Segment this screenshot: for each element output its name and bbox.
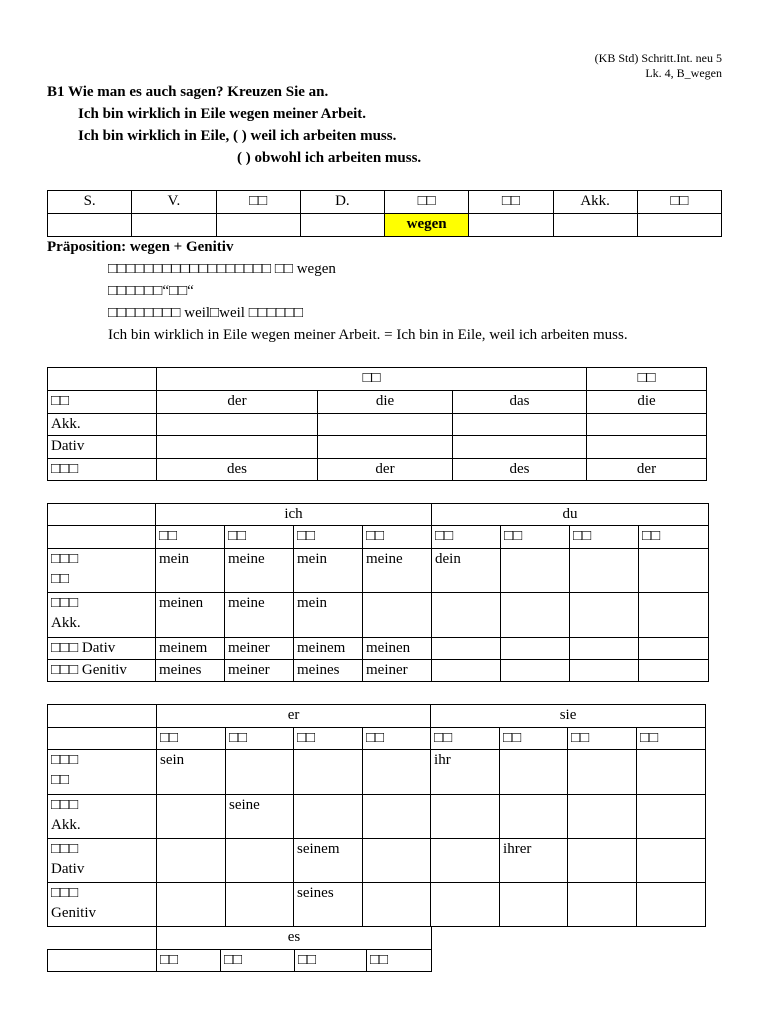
header-cell: Akk. bbox=[553, 191, 637, 214]
value-cell bbox=[48, 214, 132, 237]
sentence-structure-table bbox=[47, 190, 722, 237]
sentence-3: ( ) obwohl ich arbeiten muss. bbox=[237, 150, 422, 166]
form-cell bbox=[432, 593, 501, 638]
case-label-line-2: □□ bbox=[51, 772, 70, 788]
pronoun-header-ich: ich bbox=[156, 504, 432, 526]
form-cell bbox=[639, 593, 709, 638]
form-cell: meiner bbox=[225, 638, 294, 660]
header-cell: □□ bbox=[637, 191, 721, 214]
form-cell: meiner bbox=[225, 660, 294, 682]
form-cell: meinen bbox=[363, 638, 432, 660]
case-row bbox=[48, 660, 709, 682]
article-cell bbox=[157, 436, 318, 459]
article-cell bbox=[453, 436, 587, 459]
gender-header: □□ bbox=[431, 728, 500, 750]
article-row bbox=[48, 391, 707, 414]
row-label: Akk. bbox=[48, 414, 157, 436]
gender-header: □□ bbox=[294, 526, 363, 549]
gender-header: □□ bbox=[295, 950, 367, 972]
pronoun-header-er: er bbox=[157, 705, 431, 728]
empty-cell bbox=[48, 526, 156, 549]
value-cell bbox=[216, 214, 300, 237]
form-cell bbox=[226, 883, 294, 927]
gender-header: □□ bbox=[568, 728, 637, 750]
form-cell bbox=[570, 549, 639, 593]
case-row bbox=[48, 883, 706, 927]
row-label: Dativ bbox=[48, 436, 157, 459]
article-cell: der bbox=[318, 459, 453, 481]
pronoun-row bbox=[48, 705, 706, 728]
form-cell: mein bbox=[294, 549, 363, 593]
article-cell: die bbox=[318, 391, 453, 414]
gender-row bbox=[48, 950, 432, 972]
article-group-header: □□ bbox=[587, 368, 707, 391]
form-cell: sein bbox=[157, 750, 226, 795]
case-label: □□□ Dativ bbox=[48, 638, 156, 660]
article-cell: die bbox=[587, 391, 707, 414]
article-cell bbox=[157, 414, 318, 436]
article-cell: der bbox=[587, 459, 707, 481]
form-cell bbox=[500, 883, 568, 927]
gender-header: □□ bbox=[501, 526, 570, 549]
empty-cell bbox=[48, 950, 157, 972]
case-label-line-2: Genitiv bbox=[51, 905, 96, 921]
form-cell: meines bbox=[294, 660, 363, 682]
empty-cell bbox=[48, 504, 156, 526]
empty-cell bbox=[48, 728, 157, 750]
form-cell bbox=[568, 883, 637, 927]
form-cell bbox=[639, 660, 709, 682]
preposition-note-1: □□□□□□□□□□□□□□□□□□ □□ wegen bbox=[108, 261, 336, 277]
row-label: □□□ bbox=[48, 459, 157, 481]
form-cell bbox=[226, 839, 294, 883]
value-cell bbox=[469, 214, 553, 237]
case-label-line-1: □□□ bbox=[51, 797, 79, 813]
form-cell bbox=[568, 750, 637, 795]
form-cell bbox=[294, 795, 363, 839]
preposition-title: Präposition: wegen + Genitiv bbox=[47, 239, 234, 255]
form-cell bbox=[501, 660, 570, 682]
case-row bbox=[48, 593, 709, 638]
case-label-line-2: □□ bbox=[51, 571, 70, 587]
form-cell bbox=[637, 839, 706, 883]
case-label bbox=[48, 883, 157, 927]
form-cell: seine bbox=[226, 795, 294, 839]
form-cell: meines bbox=[156, 660, 225, 682]
value-cell bbox=[637, 214, 721, 237]
article-cell: das bbox=[453, 391, 587, 414]
empty-cell bbox=[48, 368, 157, 391]
preposition-example: Ich bin wirklich in Eile wegen meiner Arbeit. = Ich bin in Eile, weil ich arbeiten muss. bbox=[108, 327, 628, 343]
form-cell bbox=[294, 750, 363, 795]
case-label bbox=[48, 795, 157, 839]
form-cell bbox=[431, 883, 500, 927]
header-cell: S. bbox=[48, 191, 132, 214]
article-cell: der bbox=[157, 391, 318, 414]
gender-header: □□ bbox=[432, 526, 501, 549]
form-cell bbox=[432, 638, 501, 660]
form-cell bbox=[501, 593, 570, 638]
form-cell bbox=[363, 593, 432, 638]
gender-header: □□ bbox=[363, 526, 432, 549]
case-label-line-1: □□□ bbox=[51, 885, 79, 901]
form-cell bbox=[639, 638, 709, 660]
form-cell bbox=[157, 795, 226, 839]
article-cell: des bbox=[157, 459, 318, 481]
case-label: □□□ Genitiv bbox=[48, 660, 156, 682]
empty-cell bbox=[48, 705, 157, 728]
possessive-table-es bbox=[47, 926, 432, 972]
form-cell bbox=[363, 839, 431, 883]
gender-header: □□ bbox=[225, 526, 294, 549]
header-line-2: Lk. 4, B_wegen bbox=[645, 66, 722, 80]
gender-header: □□ bbox=[570, 526, 639, 549]
form-cell bbox=[500, 750, 568, 795]
form-cell bbox=[500, 795, 568, 839]
form-cell bbox=[501, 638, 570, 660]
article-cell bbox=[453, 414, 587, 436]
case-label bbox=[48, 839, 157, 883]
gender-header: □□ bbox=[221, 950, 295, 972]
form-cell: meinem bbox=[294, 638, 363, 660]
exercise-title: B1 Wie man es auch sagen? Kreuzen Sie an. bbox=[47, 84, 329, 100]
gender-header: □□ bbox=[500, 728, 568, 750]
pronoun-header-es: es bbox=[157, 927, 432, 950]
case-row bbox=[48, 638, 709, 660]
preposition-note-2: □□□□□□“□□“ bbox=[108, 283, 194, 299]
case-label-line-2: Dativ bbox=[51, 861, 85, 877]
article-row bbox=[48, 414, 707, 436]
gender-header: □□ bbox=[363, 728, 431, 750]
gender-header: □□ bbox=[226, 728, 294, 750]
form-cell bbox=[568, 839, 637, 883]
form-cell: mein bbox=[294, 593, 363, 638]
form-cell: meine bbox=[363, 549, 432, 593]
form-cell bbox=[226, 750, 294, 795]
article-group-row bbox=[48, 368, 707, 391]
header-cell: □□ bbox=[216, 191, 300, 214]
row-label: □□ bbox=[48, 391, 157, 414]
case-label bbox=[48, 593, 156, 638]
form-cell: meinem bbox=[156, 638, 225, 660]
case-label-line-1: □□□ bbox=[51, 752, 79, 768]
article-cell: des bbox=[453, 459, 587, 481]
gender-header: □□ bbox=[157, 728, 226, 750]
form-cell bbox=[363, 795, 431, 839]
sentence-header-row bbox=[48, 191, 722, 214]
highlighted-wegen-cell: wegen bbox=[385, 214, 469, 237]
case-row bbox=[48, 795, 706, 839]
case-label bbox=[48, 750, 157, 795]
form-cell bbox=[637, 883, 706, 927]
form-cell bbox=[568, 795, 637, 839]
gender-header: □□ bbox=[157, 950, 221, 972]
gender-header: □□ bbox=[367, 950, 432, 972]
case-label-line-2: Akk. bbox=[51, 615, 81, 631]
possessive-table-er-sie bbox=[47, 704, 706, 927]
form-cell bbox=[639, 549, 709, 593]
gender-header: □□ bbox=[156, 526, 225, 549]
case-row bbox=[48, 750, 706, 795]
sentence-value-row bbox=[48, 214, 722, 237]
form-cell: ihrer bbox=[500, 839, 568, 883]
form-cell bbox=[432, 660, 501, 682]
case-label-line-1: □□□ bbox=[51, 551, 79, 567]
gender-row bbox=[48, 526, 709, 549]
pronoun-header-du: du bbox=[432, 504, 709, 526]
form-cell bbox=[501, 549, 570, 593]
form-cell: meine bbox=[225, 549, 294, 593]
gender-header: □□ bbox=[637, 728, 706, 750]
case-label-line-2: Akk. bbox=[51, 817, 81, 833]
article-cell bbox=[587, 414, 707, 436]
pronoun-header-sie: sie bbox=[431, 705, 706, 728]
form-cell bbox=[570, 660, 639, 682]
article-row bbox=[48, 459, 707, 481]
form-cell: seinem bbox=[294, 839, 363, 883]
form-cell: ihr bbox=[431, 750, 500, 795]
header-cell: □□ bbox=[385, 191, 469, 214]
form-cell: mein bbox=[156, 549, 225, 593]
form-cell bbox=[157, 883, 226, 927]
article-cell bbox=[318, 414, 453, 436]
value-cell bbox=[553, 214, 637, 237]
gender-row bbox=[48, 728, 706, 750]
form-cell bbox=[363, 883, 431, 927]
article-group-header: □□ bbox=[157, 368, 587, 391]
article-table bbox=[47, 367, 707, 481]
case-row bbox=[48, 839, 706, 883]
case-label bbox=[48, 549, 156, 593]
form-cell bbox=[363, 750, 431, 795]
header-cell: D. bbox=[300, 191, 384, 214]
form-cell bbox=[157, 839, 226, 883]
header-line-1: (KB Std) Schritt.Int. neu 5 bbox=[594, 51, 722, 65]
form-cell: meinen bbox=[156, 593, 225, 638]
value-cell bbox=[132, 214, 216, 237]
form-cell bbox=[431, 839, 500, 883]
possessive-table-ich-du bbox=[47, 503, 709, 682]
form-cell bbox=[570, 638, 639, 660]
document-header bbox=[595, 51, 722, 81]
gender-header: □□ bbox=[294, 728, 363, 750]
form-cell: meine bbox=[225, 593, 294, 638]
form-cell bbox=[431, 795, 500, 839]
gender-header: □□ bbox=[639, 526, 709, 549]
pronoun-row bbox=[48, 504, 709, 526]
article-row bbox=[48, 436, 707, 459]
case-row bbox=[48, 549, 709, 593]
empty-cell bbox=[48, 927, 157, 950]
article-cell bbox=[318, 436, 453, 459]
header-cell: □□ bbox=[469, 191, 553, 214]
article-cell bbox=[587, 436, 707, 459]
value-cell bbox=[300, 214, 384, 237]
form-cell: meiner bbox=[363, 660, 432, 682]
sentence-2: Ich bin wirklich in Eile, ( ) weil ich arbeiten muss. bbox=[78, 128, 397, 144]
form-cell bbox=[637, 750, 706, 795]
pronoun-row bbox=[48, 927, 432, 950]
case-label-line-1: □□□ bbox=[51, 595, 79, 611]
preposition-note-3: □□□□□□□□ weil□weil □□□□□□ bbox=[108, 305, 304, 321]
sentence-1: Ich bin wirklich in Eile wegen meiner Arbeit. bbox=[78, 106, 367, 122]
form-cell bbox=[570, 593, 639, 638]
form-cell: dein bbox=[432, 549, 501, 593]
header-cell: V. bbox=[132, 191, 216, 214]
form-cell bbox=[637, 795, 706, 839]
case-label-line-1: □□□ bbox=[51, 841, 79, 857]
form-cell: seines bbox=[294, 883, 363, 927]
